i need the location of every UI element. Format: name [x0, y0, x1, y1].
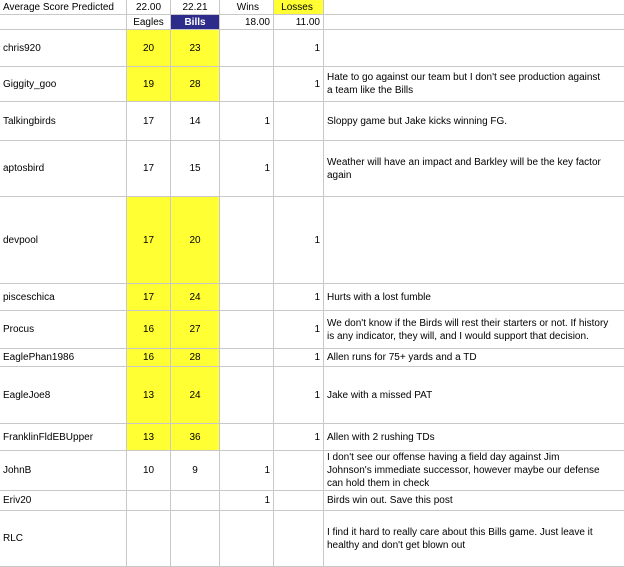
comment-line: is any indicator, they will, and I would support that decision.	[327, 330, 589, 342]
comment-cell[interactable]	[324, 491, 624, 510]
comment-cell[interactable]	[324, 311, 624, 348]
participant-name[interactable]: Procus	[0, 311, 127, 348]
eagles-score-cell[interactable]: 13	[127, 367, 171, 423]
win-cell[interactable]	[220, 67, 274, 101]
loss-cell[interactable]: 1	[274, 67, 324, 101]
bills-score-cell[interactable]: 9	[171, 451, 220, 490]
comment-cell[interactable]	[324, 367, 624, 423]
bills-score-cell[interactable]: 23	[171, 30, 220, 66]
table-row	[0, 311, 624, 349]
bills-score-cell[interactable]: 14	[171, 102, 220, 140]
loss-cell[interactable]: 1	[274, 311, 324, 348]
loss-cell[interactable]	[274, 141, 324, 196]
table-row	[0, 141, 624, 197]
comment-line: Hurts with a lost fumble	[327, 291, 431, 303]
eagles-score-cell[interactable]: 17	[127, 102, 171, 140]
comment-line: I don't see our offense having a field day against Jim	[327, 452, 560, 463]
comment-line: healthy and don't get blown out	[327, 539, 466, 551]
comment-text	[327, 156, 601, 182]
table-row	[0, 197, 624, 284]
table-row	[0, 367, 624, 424]
comment-line: Hate to go against our team but I don't see production against	[327, 72, 601, 83]
participant-name[interactable]: chris920	[0, 30, 127, 66]
loss-cell[interactable]: 1	[274, 424, 324, 450]
loss-cell[interactable]: 1	[274, 367, 324, 423]
table-row	[0, 451, 624, 491]
table-row	[0, 511, 624, 567]
participant-name[interactable]: devpool	[0, 197, 127, 283]
comment-line: Johnson's immediate successor, however maybe our defense	[327, 465, 600, 476]
comment-text	[327, 451, 600, 490]
comment-line: Allen with 2 rushing TDs	[327, 431, 435, 443]
comment-line: Jake with a missed PAT	[327, 389, 433, 401]
win-cell[interactable]: 1	[220, 141, 274, 196]
comment-line: Sloppy game but Jake kicks winning FG.	[327, 115, 508, 127]
eagles-score-cell[interactable]: 10	[127, 451, 171, 490]
comment-cell[interactable]	[324, 141, 624, 196]
loss-cell[interactable]	[274, 451, 324, 490]
participant-name[interactable]: FranklinFldEBUpper	[0, 424, 127, 450]
wins-header[interactable]: Wins	[220, 0, 274, 14]
comment-cell[interactable]	[324, 102, 624, 140]
bills-score-cell[interactable]: 15	[171, 141, 220, 196]
bills-score-cell[interactable]: 27	[171, 311, 220, 348]
comment-cell[interactable]	[324, 424, 624, 450]
bills-score-cell[interactable]: 20	[171, 197, 220, 283]
comment-line: a team like the Bills	[327, 85, 414, 96]
win-cell[interactable]	[220, 367, 274, 423]
participant-name[interactable]: pisceschica	[0, 284, 127, 310]
bills-score-cell[interactable]: 28	[171, 67, 220, 101]
comment-cell[interactable]	[324, 197, 624, 283]
table-row	[0, 284, 624, 311]
comment-line: Weather will have an impact and Barkley will be the key factor	[327, 156, 601, 168]
comment-cell[interactable]	[324, 30, 624, 66]
participant-name[interactable]: RLC	[0, 511, 127, 566]
participant-name[interactable]: EaglePhan1986	[0, 349, 127, 366]
win-cell[interactable]: 1	[220, 102, 274, 140]
participant-name[interactable]: Eriv20	[0, 491, 127, 510]
comment-cell[interactable]	[324, 451, 624, 490]
eagles-score-cell[interactable]: 16	[127, 349, 171, 366]
win-cell[interactable]	[220, 30, 274, 66]
eagles-score-cell[interactable]	[127, 491, 171, 510]
win-cell[interactable]	[220, 424, 274, 450]
table-row	[0, 491, 624, 511]
comment-text	[327, 494, 453, 507]
table-row	[0, 424, 624, 451]
average-score-label[interactable]: Average Score Predicted	[0, 0, 127, 14]
comment-text	[327, 431, 435, 444]
loss-cell[interactable]	[274, 511, 324, 566]
participant-name[interactable]: Giggity_goo	[0, 67, 127, 101]
comment-text	[327, 317, 608, 343]
eagles-score-cell[interactable]	[127, 511, 171, 566]
bills-score-cell[interactable]: 24	[171, 367, 220, 423]
eagles-team-header[interactable]: Eagles	[127, 15, 171, 29]
loss-cell[interactable]: 1	[274, 349, 324, 366]
win-cell[interactable]	[220, 511, 274, 566]
header-row-averages	[0, 0, 624, 15]
eagles-score-cell[interactable]: 17	[127, 141, 171, 196]
participant-name[interactable]: JohnB	[0, 451, 127, 490]
participant-name[interactable]: aptosbird	[0, 141, 127, 196]
bills-score-cell[interactable]: 24	[171, 284, 220, 310]
comment-cell[interactable]	[324, 349, 624, 366]
eagles-score-cell[interactable]: 19	[127, 67, 171, 101]
table-row	[0, 30, 624, 67]
win-cell[interactable]	[220, 311, 274, 348]
eagles-score-cell[interactable]: 16	[127, 311, 171, 348]
losses-header[interactable]: Losses	[274, 0, 324, 14]
bills-score-cell[interactable]: 28	[171, 349, 220, 366]
loss-cell[interactable]: 1	[274, 30, 324, 66]
eagles-score-cell[interactable]: 17	[127, 284, 171, 310]
participant-name[interactable]: Talkingbirds	[0, 102, 127, 140]
wins-total[interactable]: 18.00	[220, 15, 274, 29]
bills-score-cell[interactable]	[171, 511, 220, 566]
comment-text	[327, 115, 507, 128]
win-cell[interactable]	[220, 349, 274, 366]
bills-average[interactable]: 22.21	[171, 0, 220, 14]
loss-cell[interactable]	[274, 491, 324, 510]
eagles-score-cell[interactable]: 17	[127, 197, 171, 283]
comment-cell[interactable]	[324, 284, 624, 310]
header-row-teams	[0, 15, 624, 30]
table-row	[0, 349, 624, 367]
win-cell[interactable]	[220, 284, 274, 310]
comment-line: again	[327, 169, 352, 181]
loss-cell[interactable]: 1	[274, 197, 324, 283]
loss-cell[interactable]: 1	[274, 284, 324, 310]
blank-header-cell[interactable]	[0, 15, 127, 29]
comment-text	[327, 526, 593, 552]
win-cell[interactable]: 1	[220, 491, 274, 510]
comment-line: Allen runs for 75+ yards and a TD	[327, 352, 477, 363]
bills-team-header[interactable]: Bills	[171, 15, 220, 29]
eagles-average[interactable]: 22.00	[127, 0, 171, 14]
comment-text	[327, 71, 600, 97]
win-cell[interactable]: 1	[220, 451, 274, 490]
comment-line: I find it hard to really care about this Bills game. Just leave it	[327, 526, 593, 538]
comment-cell[interactable]	[324, 511, 624, 566]
win-cell[interactable]	[220, 197, 274, 283]
loss-cell[interactable]	[274, 102, 324, 140]
participant-name[interactable]: EagleJoe8	[0, 367, 127, 423]
table-row	[0, 67, 624, 102]
comment-text	[327, 389, 432, 402]
comment-text	[327, 291, 431, 304]
comment-line: We don't know if the Birds will rest their starters or not. If history	[327, 317, 609, 329]
eagles-score-cell[interactable]: 20	[127, 30, 171, 66]
bills-score-cell[interactable]	[171, 491, 220, 510]
eagles-score-cell[interactable]: 13	[127, 424, 171, 450]
comment-line: Birds win out. Save this post	[327, 495, 453, 506]
comment-text	[327, 351, 477, 364]
comment-line: can hold them in check	[327, 478, 430, 489]
table-row	[0, 102, 624, 141]
losses-total[interactable]: 11.00	[274, 15, 324, 29]
bills-score-cell[interactable]: 36	[171, 424, 220, 450]
comment-cell[interactable]	[324, 67, 624, 101]
